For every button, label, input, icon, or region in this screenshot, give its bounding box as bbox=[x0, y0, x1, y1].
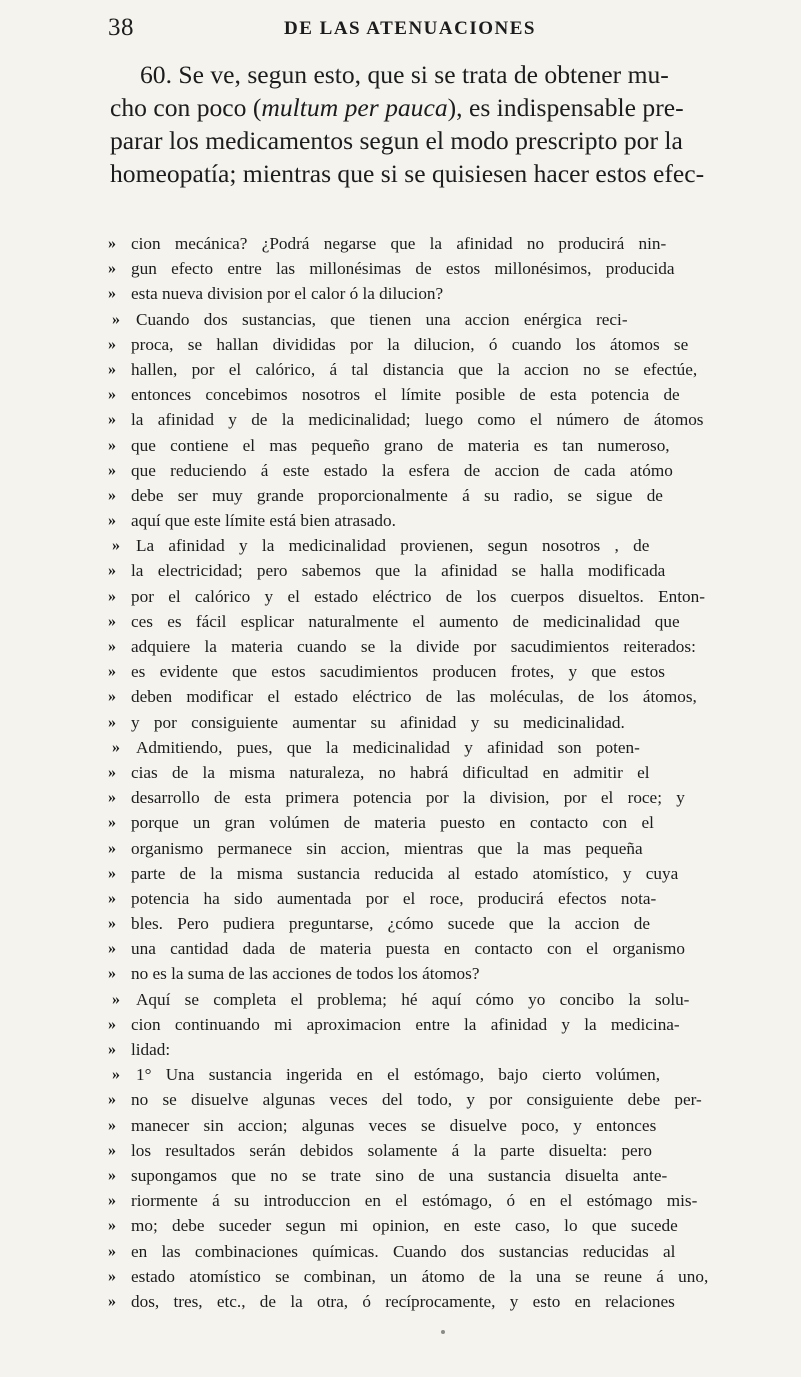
quotation-mark: » bbox=[108, 965, 116, 983]
quotation-line-text: dos, tres, etc., de la otra, ó recíprocamente, y esto en relaciones bbox=[131, 1291, 675, 1311]
page-header bbox=[108, 14, 712, 44]
quotation-line bbox=[108, 760, 716, 785]
quotation-line-text: no se disuelve algunas veces del todo, y por consiguiente debe per- bbox=[131, 1090, 702, 1110]
quotation-line-text: esta nueva division por el calor ó la dilucion? bbox=[131, 284, 444, 304]
quotation-mark: » bbox=[108, 839, 116, 857]
quotation-line-text: potencia ha sido aumentada por el roce, producirá efectos nota- bbox=[131, 888, 657, 908]
quotation-line bbox=[108, 684, 716, 709]
quotation-line bbox=[108, 886, 716, 911]
quotation-mark: » bbox=[108, 512, 116, 530]
quotation-line-text: la afinidad y de la medicinalidad; luego como el número de átomos bbox=[131, 410, 704, 430]
quotation-line-text: desarrollo de esta primera potencia por la division, por el roce; y bbox=[131, 788, 685, 808]
quotation-line-text: Cuando dos sustancias, que tienen una accion enérgica reci- bbox=[136, 309, 628, 329]
quotation-mark: » bbox=[108, 1141, 116, 1159]
quotation-line bbox=[108, 357, 716, 382]
quotation-mark: » bbox=[108, 285, 116, 303]
quotation-line-text: debe ser muy grande proporcionalmente á su radio, se sigue de bbox=[131, 485, 663, 505]
page-speck bbox=[441, 1330, 445, 1334]
quotation-mark: » bbox=[108, 612, 116, 630]
quotation-mark: » bbox=[108, 1116, 116, 1134]
quotation-line bbox=[108, 1012, 716, 1037]
quotation-line-text: no es la suma de las acciones de todos los átomos? bbox=[131, 964, 480, 984]
quotation-mark: » bbox=[108, 889, 116, 907]
quotation-line-text: aquí que este límite está bien atrasado. bbox=[131, 511, 396, 531]
quotation-line bbox=[108, 407, 716, 432]
quotation-mark: » bbox=[108, 688, 116, 706]
quotation-mark: » bbox=[108, 638, 116, 655]
quotation-mark: » bbox=[108, 235, 116, 252]
quotation-line bbox=[108, 332, 716, 357]
quotation-line-text: bles. Pero pudiera preguntarse, ¿cómo sucede que la accion de bbox=[131, 914, 651, 934]
quotation-line-text: parte de la misma sustancia reducida al estado atomístico, y cuya bbox=[131, 863, 679, 883]
quotation-line bbox=[108, 961, 716, 986]
quotation-mark: » bbox=[112, 537, 120, 555]
quotation-line-text: Admitiendo, pues, que la medicinalidad y afinidad son poten- bbox=[136, 737, 640, 757]
page-number: 38 bbox=[108, 14, 134, 41]
quotation-line bbox=[108, 458, 716, 483]
quotation-line bbox=[108, 558, 716, 583]
quotation-mark: » bbox=[108, 789, 116, 807]
quotation-line bbox=[108, 810, 716, 835]
quotation-line bbox=[108, 483, 716, 508]
quotation-mark: » bbox=[112, 310, 120, 328]
quotation-mark: » bbox=[108, 663, 116, 681]
paragraph-line: parar los medicamentos segun el modo prescripto por la bbox=[110, 126, 683, 155]
quotation-line bbox=[108, 307, 716, 332]
quotation-line bbox=[108, 231, 716, 256]
quotation-line bbox=[108, 1239, 716, 1264]
quotation-line bbox=[108, 533, 716, 558]
quotation-line bbox=[108, 836, 716, 861]
quotation-mark: » bbox=[108, 1217, 116, 1235]
quotation-line-text: 1° Una sustancia ingerida en el estómago, bajo cierto volúmen, bbox=[136, 1065, 661, 1085]
quotation-line-text: que contiene el mas pequeño grano de materia es tan numeroso, bbox=[131, 435, 670, 455]
quotation-line bbox=[108, 1087, 716, 1112]
quotation-line-text: entonces concebimos nosotros el límite posible de esta potencia de bbox=[131, 385, 680, 405]
quotation-line-text: Aquí se completa el problema; hé aquí cómo yo concibo la solu- bbox=[136, 989, 690, 1009]
quotation-line bbox=[108, 785, 716, 810]
quotation-line bbox=[108, 1289, 716, 1314]
quotation-mark: » bbox=[108, 864, 116, 882]
quotation-line bbox=[108, 256, 716, 281]
quotation-line bbox=[108, 861, 716, 886]
quotation-line bbox=[108, 1037, 716, 1062]
quotation-line bbox=[108, 281, 716, 306]
quotation-line-text: que reduciendo á este estado la esfera de accion de cada atómo bbox=[131, 460, 673, 480]
quotation-line-text: en las combinaciones químicas. Cuando dos sustancias reducidas al bbox=[131, 1241, 676, 1261]
quotation-mark: » bbox=[108, 915, 116, 933]
quotation-mark: » bbox=[108, 436, 116, 454]
quotation-line bbox=[108, 382, 716, 407]
quotation-mark: » bbox=[108, 713, 116, 731]
quotation-line-text: cias de la misma naturaleza, no habrá dificultad en admitir el bbox=[131, 762, 650, 782]
quotation-line-text: cion continuando mi aproximacion entre la afinidad y la medicina- bbox=[131, 1014, 680, 1034]
quotation-mark: » bbox=[108, 940, 116, 958]
quotation-mark: » bbox=[108, 814, 116, 832]
paragraph-line: 60. Se ve, segun esto, que si se trata de obtener mu- bbox=[140, 60, 669, 89]
quotation-line bbox=[108, 1138, 716, 1163]
quotation-line-text: La afinidad y la medicinalidad provienen, segun nosotros , de bbox=[136, 536, 650, 556]
quotation-line-text: adquiere la materia cuando se la divide por sacudimientos reiterados: bbox=[131, 637, 696, 656]
quotation-line bbox=[108, 911, 716, 936]
quotation-line-text: por el calórico y el estado eléctrico de los cuerpos disueltos. Enton- bbox=[131, 586, 705, 606]
running-title: DE LAS ATENUACIONES bbox=[284, 18, 536, 39]
quotation-mark: » bbox=[108, 386, 116, 404]
quotation-line bbox=[108, 659, 716, 684]
quotation-line-text: hallen, por el calórico, á tal distancia que la accion no se efectúe, bbox=[131, 359, 698, 379]
quotation-mark: » bbox=[108, 486, 116, 504]
quotation-mark: » bbox=[108, 1292, 116, 1310]
quotation-line-text: los resultados serán debidos solamente á la parte disuelta: pero bbox=[131, 1140, 652, 1160]
quotation-mark: » bbox=[108, 360, 116, 378]
quotation-mark: » bbox=[108, 335, 116, 353]
quotation-mark: » bbox=[108, 1267, 116, 1285]
quotation-mark: » bbox=[108, 1091, 116, 1109]
quotation-line-text: la electricidad; pero sabemos que la afinidad se halla modificada bbox=[131, 561, 666, 581]
quotation-line-text: es evidente que estos sacudimientos producen frotes, y que estos bbox=[131, 662, 665, 682]
quotation-mark: » bbox=[112, 738, 120, 756]
quotation-mark: » bbox=[108, 1041, 116, 1058]
quotation-line bbox=[108, 634, 716, 659]
quotation-mark: » bbox=[108, 1192, 116, 1210]
quotation-line-text: una cantidad dada de materia puesta en contacto con el organismo bbox=[131, 939, 686, 959]
quotation-mark: » bbox=[108, 461, 116, 479]
paragraph-line: homeopatía; mientras que si se quisiesen hacer estos efec- bbox=[110, 159, 705, 188]
quotation-block bbox=[108, 231, 716, 1314]
quotation-line-text: y por consiguiente aumentar su afinidad y su medicinalidad. bbox=[131, 712, 625, 732]
quotation-mark: » bbox=[108, 1166, 116, 1184]
paragraph-60 bbox=[110, 58, 710, 190]
quotation-line bbox=[108, 1163, 716, 1188]
quotation-line-text: supongamos que no se trate sino de una sustancia disuelta ante- bbox=[131, 1165, 668, 1185]
quotation-line-text: cion mecánica? ¿Podrá negarse que la afinidad no producirá nin- bbox=[131, 234, 667, 253]
quotation-line bbox=[108, 1188, 716, 1213]
quotation-line-text: gun efecto entre las millonésimas de estos millonésimos, producida bbox=[131, 259, 675, 279]
quotation-mark: » bbox=[108, 411, 116, 429]
quotation-mark: » bbox=[108, 1242, 116, 1260]
quotation-mark: » bbox=[112, 990, 120, 1008]
quotation-line bbox=[108, 1264, 716, 1289]
quotation-line bbox=[108, 1062, 716, 1087]
quotation-line bbox=[108, 584, 716, 609]
quotation-line-text: estado atomístico se combinan, un átomo de la una se reune á uno, bbox=[131, 1266, 709, 1286]
quotation-line bbox=[108, 1113, 716, 1138]
quotation-mark: » bbox=[108, 562, 116, 580]
quotation-line-text: organismo permanece sin accion, mientras que la mas pequeña bbox=[131, 838, 643, 858]
quotation-line-text: mo; debe suceder segun mi opinion, en este caso, lo que sucede bbox=[131, 1216, 678, 1236]
quotation-mark: » bbox=[108, 1015, 116, 1033]
quotation-line bbox=[108, 936, 716, 961]
paragraph-line: cho con poco (multum per pauca), es indispensable pre- bbox=[110, 93, 684, 122]
quotation-line bbox=[108, 609, 716, 634]
quotation-line bbox=[108, 508, 716, 533]
quotation-line-text: deben modificar el estado eléctrico de las moléculas, de los átomos, bbox=[131, 687, 697, 707]
quotation-line bbox=[108, 987, 716, 1012]
quotation-line-text: lidad: bbox=[131, 1040, 171, 1059]
quotation-line-text: ces es fácil esplicar naturalmente el aumento de medicinalidad que bbox=[131, 611, 680, 631]
quotation-mark: » bbox=[108, 763, 116, 781]
quotation-line-text: proca, se hallan divididas por la dilucion, ó cuando los átomos se bbox=[131, 334, 689, 354]
quotation-mark: » bbox=[112, 1066, 120, 1084]
quotation-line bbox=[108, 710, 716, 735]
quotation-mark: » bbox=[108, 260, 116, 278]
quotation-line-text: manecer sin accion; algunas veces se disuelve poco, y entonces bbox=[131, 1115, 657, 1135]
quotation-line bbox=[108, 433, 716, 458]
quotation-line bbox=[108, 735, 716, 760]
quotation-mark: » bbox=[108, 587, 116, 605]
quotation-line-text: riormente á su introduccion en el estómago, ó en el estómago mis- bbox=[131, 1191, 698, 1211]
quotation-line bbox=[108, 1213, 716, 1238]
quotation-line-text: porque un gran volúmen de materia puesto en contacto con el bbox=[131, 813, 654, 833]
